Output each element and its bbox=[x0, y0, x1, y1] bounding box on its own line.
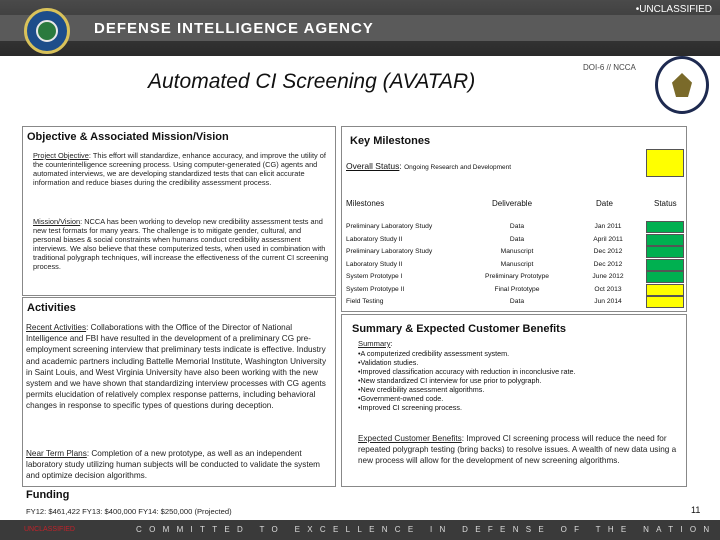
milestone-name: Laboratory Study II bbox=[346, 236, 403, 243]
summary-bullet: •Improved classification accuracy with reduction in inconclusive rate. bbox=[358, 367, 576, 376]
milestone-status-indicator bbox=[646, 296, 684, 308]
milestone-name: System Prototype I bbox=[346, 273, 403, 280]
milestone-row bbox=[342, 261, 682, 273]
milestone-name: Preliminary Laboratory Study bbox=[346, 248, 433, 255]
milestone-deliverable: Data bbox=[509, 236, 525, 243]
milestone-row bbox=[342, 236, 682, 248]
classification-bottom: UNCLASSIFIED bbox=[24, 526, 75, 533]
col-milestones: Milestones bbox=[346, 199, 385, 208]
overall-status-value: Ongoing Research and Development bbox=[404, 164, 512, 171]
near-term-text: : Completion of a new prototype, as well as an independent laboratory study utilizing human subjects will be conducted to validate the system and optimize decision algorithms. bbox=[26, 449, 320, 481]
mission-label: Mission/Vision bbox=[33, 217, 81, 226]
milestone-deliverable: Data bbox=[509, 223, 525, 230]
summary-bullet: •A computerized credibility assessment system. bbox=[358, 349, 510, 358]
col-status: Status bbox=[654, 199, 677, 208]
page-number: 11 bbox=[691, 505, 701, 515]
summary-bullet: •Government-owned code. bbox=[358, 394, 444, 403]
milestone-status-indicator bbox=[646, 259, 684, 271]
activities-title: Activities bbox=[27, 302, 76, 314]
recent-activities-label: Recent Activities bbox=[26, 323, 87, 332]
milestone-status-indicator bbox=[646, 284, 684, 296]
milestone-status-indicator bbox=[646, 234, 684, 246]
milestone-deliverable: Manuscript bbox=[500, 248, 534, 255]
mission-vision bbox=[33, 217, 331, 272]
summary-label-line: Summary: bbox=[358, 339, 393, 348]
ncca-seal-icon bbox=[655, 56, 709, 114]
milestone-status-indicator bbox=[646, 246, 684, 258]
col-deliverable: Deliverable bbox=[492, 199, 533, 208]
milestone-date: Dec 2012 bbox=[593, 261, 623, 268]
summary-bullets bbox=[358, 349, 678, 412]
footer-bar bbox=[0, 520, 720, 540]
milestone-date: Jun 2014 bbox=[594, 298, 622, 305]
summary-panel bbox=[341, 314, 687, 487]
col-date: Date bbox=[596, 199, 613, 208]
page-title: Automated CI Screening (AVATAR) bbox=[148, 70, 476, 93]
expected-benefits bbox=[358, 433, 684, 467]
milestone-deliverable: Manuscript bbox=[500, 261, 534, 268]
summary-bullet: •Improved CI screening process. bbox=[358, 403, 462, 412]
overall-status-indicator bbox=[646, 149, 684, 177]
summary-bullet: •New standardized CI interview for use prior to polygraph. bbox=[358, 376, 542, 385]
milestone-deliverable: Final Prototype bbox=[494, 286, 540, 293]
near-term-label: Near Term Plans bbox=[26, 449, 87, 458]
recent-activities-text: : Collaborations with the Office of the Director of National Intelligence and FBI have resulted in the development of a preliminary CG pre-employment screening interview that preliminary tests indicate is effective. Industry and academic partners including Battelle Memorial Institute, Washington University in Saint Louis, and West Virginia University have also been working with the new system and we have shown that standardizing interview processes with CG agents permits elucidation of relatively complex response patterns, including behavioral changes in response to specific types of questions during deception. bbox=[26, 323, 327, 411]
document-id: DOI-6 // NCCA bbox=[583, 63, 636, 72]
milestone-deliverable: Data bbox=[509, 298, 525, 305]
objective-panel bbox=[22, 126, 336, 296]
summary-bullet: •Validation studies. bbox=[358, 358, 419, 367]
milestone-date: Jan 2011 bbox=[594, 223, 622, 230]
benefits-text: : Improved CI screening process will reduce the need for repeated polygraph testing (bring backs) to resolve issues. A wealth of new data using a new process will allow for the development of new screening algorithms. bbox=[358, 434, 677, 466]
milestone-row bbox=[342, 223, 682, 235]
activities-panel bbox=[22, 297, 336, 487]
project-objective bbox=[33, 151, 331, 187]
classification-top: •UNCLASSIFIED bbox=[635, 4, 712, 15]
milestone-row bbox=[342, 298, 682, 310]
objective-title: Objective & Associated Mission/Vision bbox=[27, 131, 229, 143]
summary-title: Summary & Expected Customer Benefits bbox=[352, 323, 566, 335]
mission-text: : NCCA has been working to develop new credibility assessment tests and new test formats for many years. The challenge is to mitigate gender, cultural, and personal biases & social constraints when humans conduct credibility assessment interviews. We also believe that these computerized tests, when used in combination with traditional polygraph techniques, will increase the effectiveness of the current CI screening process. bbox=[33, 217, 329, 272]
milestone-date: June 2012 bbox=[592, 273, 624, 280]
milestones-title: Key Milestones bbox=[350, 135, 431, 147]
near-term-plans bbox=[26, 448, 334, 482]
funding-title: Funding bbox=[26, 489, 70, 501]
milestone-row bbox=[342, 286, 682, 298]
milestone-name: Laboratory Study II bbox=[346, 261, 403, 268]
milestone-row bbox=[342, 273, 682, 285]
milestone-deliverable: Preliminary Prototype bbox=[485, 273, 549, 280]
overall-status: Overall Status: Ongoing Research and Development bbox=[346, 161, 512, 171]
dia-seal-icon bbox=[24, 8, 70, 54]
summary-bullet: •New credibility assessment algorithms. bbox=[358, 385, 485, 394]
project-objective-label: Project Objective bbox=[33, 151, 89, 160]
header-banner bbox=[0, 0, 720, 56]
milestones-panel bbox=[341, 126, 687, 312]
milestone-date: April 2011 bbox=[593, 236, 623, 243]
milestone-name: Preliminary Laboratory Study bbox=[346, 223, 433, 230]
milestone-status-indicator bbox=[646, 221, 684, 233]
project-objective-text: : This effort will standardize, enhance accuracy, and improve the utility of the counterintelligence screening process. Using computer-generated (CG) agents and automated interviews, we are developing standardized tests that can elicit accurate information and reduce biases during the credibility assessment process. bbox=[33, 151, 326, 188]
milestone-date: Oct 2013 bbox=[594, 286, 622, 293]
funding-line: FY12: $461,422 FY13: $400,000 FY14: $250,000 (Projected) bbox=[26, 507, 232, 516]
benefits-label: Expected Customer Benefits bbox=[358, 434, 462, 443]
summary-label: Summary bbox=[358, 339, 391, 348]
milestone-row bbox=[342, 248, 682, 260]
milestone-name: Field Testing bbox=[346, 298, 384, 305]
milestone-name: System Prototype II bbox=[346, 286, 405, 293]
overall-status-label: Overall Status bbox=[346, 161, 400, 171]
milestone-status-indicator bbox=[646, 271, 684, 283]
footer-motto: COMMITTED TO EXCELLENCE IN DEFENSE OF THE NATION bbox=[136, 525, 717, 534]
recent-activities bbox=[26, 322, 334, 412]
milestone-date: Dec 2012 bbox=[593, 248, 623, 255]
agency-name: DEFENSE INTELLIGENCE AGENCY bbox=[94, 20, 374, 37]
